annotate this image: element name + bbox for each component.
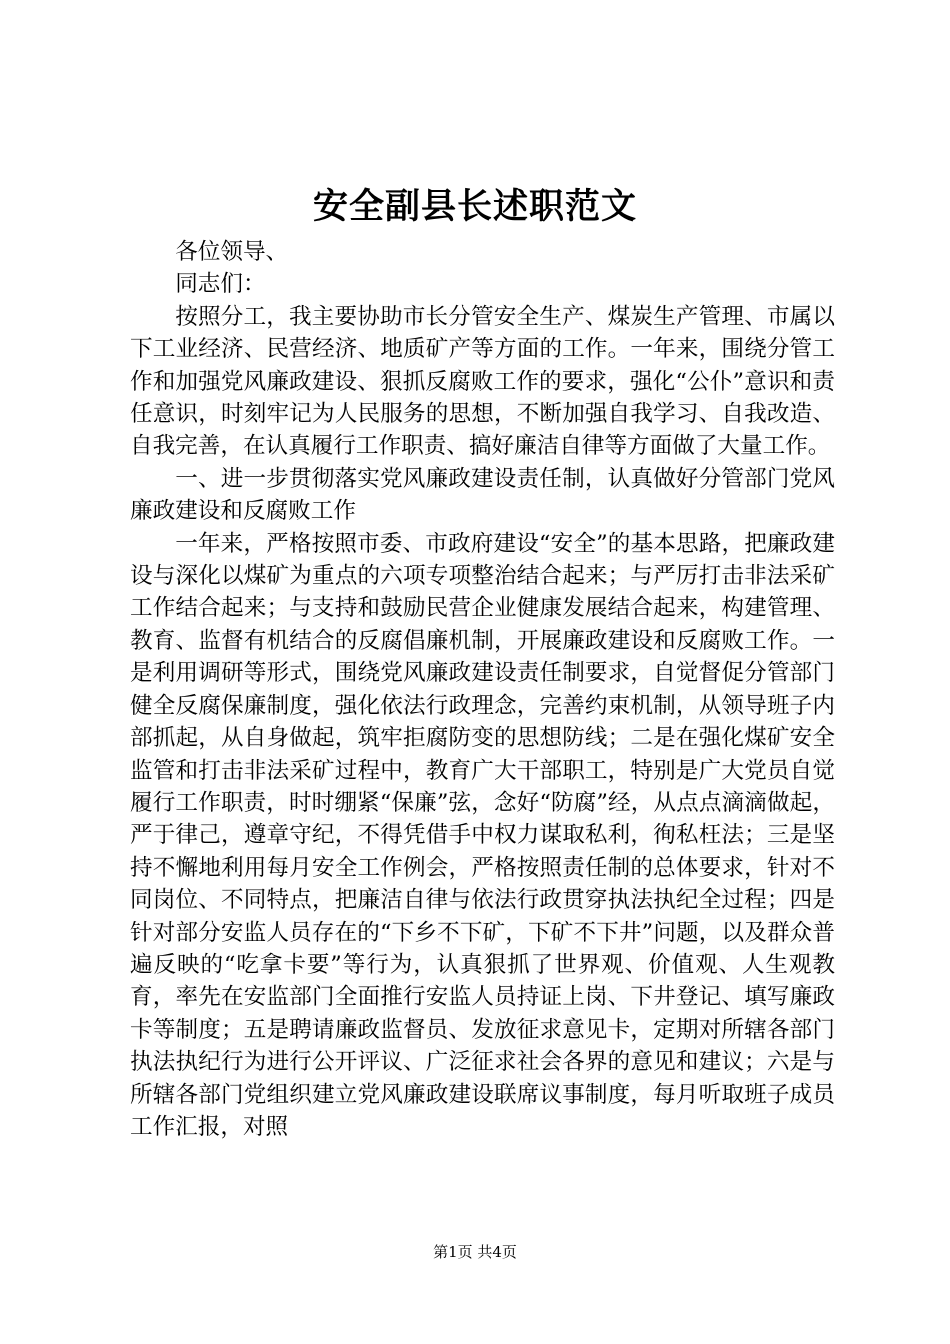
document-title: 安全副县长述职范文 (312, 186, 637, 227)
document-body (130, 236, 835, 1143)
salutation-line-1: 各位领导、 (175, 239, 289, 265)
section-heading-1: 一、进一步贯彻落实党风廉政建设责任制，认真做好分管部门党风廉政建设和反腐败工作 (130, 465, 835, 525)
intro-paragraph: 按照分工，我主要协助市长分管安全生产、煤炭生产管理、市属以下工业经济、民营经济、地质矿产等方面的工作。一年来，围绕分管工作和加强党风廉政建设、狠抓反腐败工作的要求，强化“公仆”意识和责任意识，时刻牢记为人民服务的思想，不断加强自我学习、自我改造、自我完善，在认真履行工作职责、搞好廉洁自律等方面做了大量工作。 (130, 303, 835, 460)
section-paragraph-1: 一年来，严格按照市委、市政府建设“安全”的基本思路，把廉政建设与深化以煤矿为重点的六项专项整治结合起来；与严厉打击非法采矿工作结合起来；与支持和鼓励民营企业健康发展结合起来，构建管理、教育、监督有机结合的反腐倡廉机制，开展廉政建设和反腐败工作。一是利用调研等形式，围绕党风廉政建设责任制要求，自觉督促分管部门健全反腐保廉制度，强化依法行政理念，完善约束机制，从领导班子内部抓起，从自身做起，筑牢拒腐防变的思想防线；二是在强化煤矿安全监管和打击非法采矿过程中，教育广大干部职工，特别是广大党员自觉履行工作职责，时时绷紧“保廉”弦，念好“防腐”经，从点点滴滴做起，严于律己，遵章守纪，不得凭借手中权力谋取私利，徇私枉法；三是坚持不懈地利用每月安全工作例会，严格按照责任制的总体要求，针对不同岗位、不同特点，把廉洁自律与依法行政贯穿执法执纪全过程；四是针对部分安监人员存在的“下乡不下矿，下矿不下井”问题，以及群众普遍反映的“吃拿卡要”等行为，认真狠抓了世界观、价值观、人生观教育，率先在安监部门全面推行安监人员持证上岗、下井登记、填写廉政卡等制度；五是聘请廉政监督员、发放征求意见卡，定期对所辖各部门执法执纪行为进行公开评议、广泛征求社会各界的意见和建议；六是与所辖各部门党组织建立党风廉政建设联席议事制度，每月听取班子成员工作汇报，对照 (130, 530, 835, 1140)
page-footer: 第1页 共4页 (433, 1243, 517, 1261)
salutation-line-2: 同志们： (175, 271, 266, 298)
